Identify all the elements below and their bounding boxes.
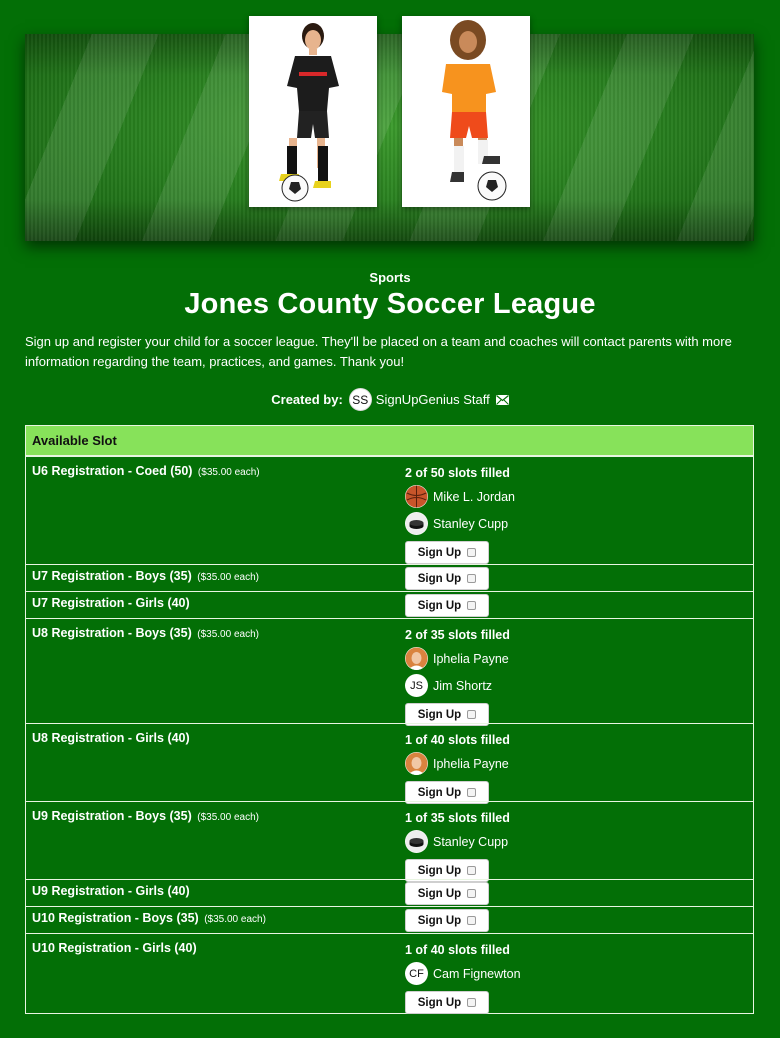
checkbox[interactable] <box>467 916 476 925</box>
slot-status <box>405 567 489 590</box>
participant <box>405 830 510 853</box>
participant-initials-avatar: JS <box>405 674 428 697</box>
participant <box>405 752 510 775</box>
slot-name: U10 Registration - Boys (35) ($35.00 each) <box>32 911 266 925</box>
soccer-player-girl-image <box>402 16 530 207</box>
slot-price: ($35.00 each) <box>197 629 259 640</box>
participant <box>405 485 515 508</box>
participant-initials-avatar: CF <box>405 962 428 985</box>
hockey-puck-icon <box>405 512 428 535</box>
page-title: Jones County Soccer League <box>184 288 596 320</box>
sign-up-button[interactable]: Sign Up <box>405 703 489 726</box>
slot-name: U7 Registration - Boys (35) ($35.00 each) <box>32 569 259 583</box>
participant-name: Stanley Cupp <box>433 834 509 849</box>
table-row <box>26 723 753 801</box>
participant <box>405 674 510 697</box>
sign-up-button[interactable]: Sign Up <box>405 859 489 882</box>
slot-price: ($35.00 each) <box>197 572 259 583</box>
table-header-available-slot: Available Slot <box>26 426 753 456</box>
participant-name: Mike L. Jordan <box>433 489 515 504</box>
checkbox[interactable] <box>467 866 476 875</box>
slot-status <box>405 627 510 726</box>
sign-up-button[interactable]: Sign Up <box>405 781 489 804</box>
slot-status <box>405 732 510 804</box>
table-row <box>26 618 753 723</box>
slots-filled-count: 2 of 50 slots filled <box>405 466 510 480</box>
participant-name: Cam Fignewton <box>433 966 521 981</box>
created-by-label: Created by: <box>271 392 343 407</box>
page-description: Sign up and register your child for a soccer league. They'll be placed on a team and coaches will contact parents with more information regarding the team, practices, and games. Thank you! <box>25 334 732 369</box>
sign-up-button[interactable]: Sign Up <box>405 991 489 1014</box>
slot-status <box>405 810 510 882</box>
created-by <box>0 388 780 411</box>
slot-name: U9 Registration - Girls (40) <box>32 884 190 898</box>
participant-name: Iphelia Payne <box>433 651 509 666</box>
slot-name: U7 Registration - Girls (40) <box>32 596 190 610</box>
slot-status <box>405 594 489 617</box>
slots-filled-count: 1 of 40 slots filled <box>405 733 510 747</box>
table-row <box>26 801 753 879</box>
sign-up-button[interactable]: Sign Up <box>405 882 489 905</box>
header-banner <box>25 34 754 241</box>
slot-status <box>405 909 489 932</box>
envelope-icon[interactable] <box>496 395 509 405</box>
soccer-player-boy-image <box>249 16 377 207</box>
slot-name: U6 Registration - Coed (50) ($35.00 each) <box>32 464 260 478</box>
checkbox[interactable] <box>467 788 476 797</box>
creator-avatar: SS <box>349 388 372 411</box>
checkbox[interactable] <box>467 710 476 719</box>
sign-up-button[interactable]: Sign Up <box>405 594 489 617</box>
participant <box>405 512 515 535</box>
participant <box>405 962 521 985</box>
slot-price: ($35.00 each) <box>197 467 260 478</box>
participant-name: Iphelia Payne <box>433 756 509 771</box>
slot-name: U8 Registration - Girls (40) <box>32 731 190 745</box>
participant-photo <box>405 752 428 775</box>
slot-name: U10 Registration - Girls (40) <box>32 941 197 955</box>
table-row <box>26 879 753 906</box>
checkbox[interactable] <box>467 601 476 610</box>
slot-name: U9 Registration - Boys (35) ($35.00 each) <box>32 809 259 823</box>
participant-name: Stanley Cupp <box>433 516 509 531</box>
slots-table <box>25 425 754 1014</box>
sign-up-button[interactable]: Sign Up <box>405 567 489 590</box>
sign-up-button[interactable]: Sign Up <box>405 909 489 932</box>
creator-name[interactable]: SignUpGenius Staff <box>375 392 490 407</box>
participant-photo <box>405 647 428 670</box>
slot-price: ($35.00 each) <box>197 812 259 823</box>
basketball-icon <box>405 485 428 508</box>
table-row <box>26 456 753 564</box>
participant-name: Jim Shortz <box>433 678 493 693</box>
sign-up-button[interactable]: Sign Up <box>405 541 489 564</box>
hockey-puck-icon <box>405 830 428 853</box>
checkbox[interactable] <box>467 574 476 583</box>
slot-status <box>405 942 521 1014</box>
table-row <box>26 933 753 1013</box>
slots-filled-count: 1 of 40 slots filled <box>405 943 510 957</box>
slot-price: ($35.00 each) <box>204 914 266 925</box>
checkbox[interactable] <box>467 548 476 557</box>
slot-status <box>405 465 515 564</box>
player-photo-left <box>249 16 377 207</box>
checkbox[interactable] <box>467 889 476 898</box>
player-photo-right <box>402 16 530 207</box>
participant <box>405 647 510 670</box>
table-row <box>26 591 753 618</box>
table-row <box>26 564 753 591</box>
slots-filled-count: 2 of 35 slots filled <box>405 628 510 642</box>
slot-name: U8 Registration - Boys (35) ($35.00 each) <box>32 626 259 640</box>
table-row <box>26 906 753 933</box>
slot-status <box>405 882 489 905</box>
slots-filled-count: 1 of 35 slots filled <box>405 811 510 825</box>
category-label: Sports <box>369 270 411 285</box>
checkbox[interactable] <box>467 998 476 1007</box>
